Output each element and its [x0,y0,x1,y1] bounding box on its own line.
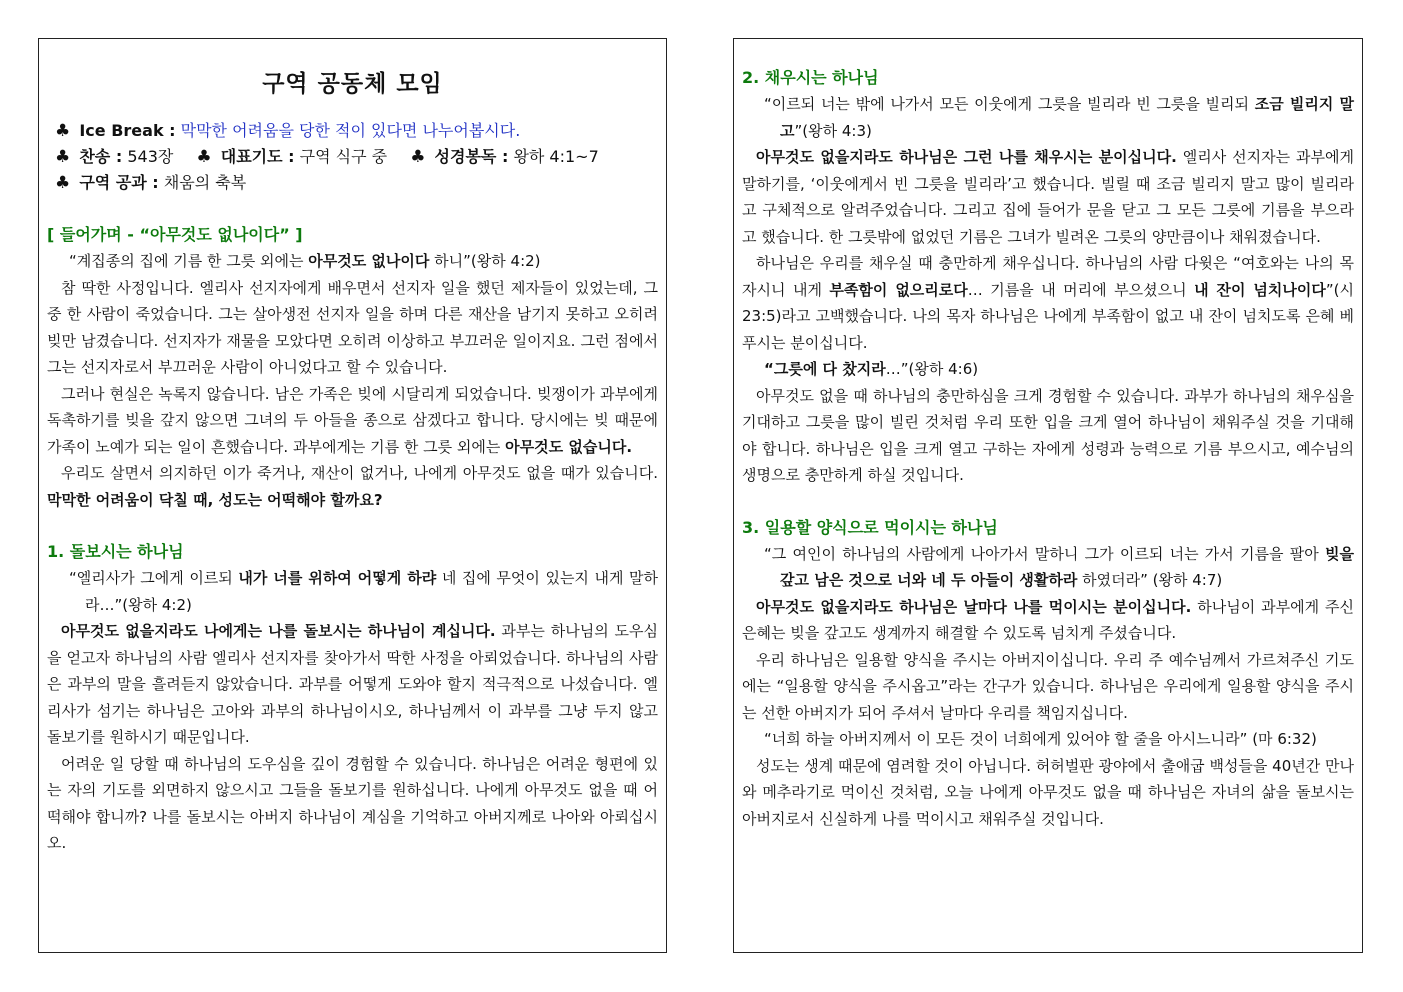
section-3-paragraph-2: 우리 하나님은 일용할 양식을 주시는 아버지이십니다. 우리 주 예수님께서 가르쳐주신 기도에는 “일용할 양식을 주시옵고”라는 간구가 있습니다. 하나님은 우리에게 일용할 양식을 주시는 선한 아버지가 되어 주셔서 날마다 우리를 책임지십니다. [742,650,1354,722]
club-icon: ♣ [410,147,426,167]
section-3-quote-2: “너희 하늘 아버지께서 이 모든 것이 너희에게 있어야 할 줄을 아시느니라” (마 6:32) [764,730,1317,748]
reading-label: 성경봉독 : [434,147,509,166]
section-1-heading: 1. 돌보시는 하나님 [47,542,184,561]
prayer-value: 구역 식구 중 [299,147,388,166]
ice-break-label: Ice Break : [79,121,176,140]
section-1-quote: “엘리사가 그에게 이르되 내가 너를 위하여 어떻게 하랴 네 집에 무엇이 있는지 내게 말하라…”(왕하 4:2) [69,569,658,614]
right-page [733,38,1363,953]
club-icon: ♣ [55,121,71,141]
section-1-paragraph-2: 어려운 일 당할 때 하나님의 도우심을 깊이 경험할 수 있습니다. 하나님은 어려운 형편에 있는 자의 기도를 외면하지 않으시고 그들을 돌보기를 원하십니다. 나에게 아무것도 없을 때 어떡해야 합니까? 나를 돌보시는 아버지 하나님이 계심을 기억하고 아버지께로 나아와 아뢰십시오. [47,754,658,852]
hymn-value: 543장 [127,147,174,166]
section-2-paragraph-1: 아무것도 없을지라도 하나님은 그런 나를 채우시는 분이십니다. 엘리사 선지자는 과부에게 말하기를, ‘이웃에게서 빈 그릇을 빌리라’고 했습니다. 빌릴 때 조금 빌리지 말고 많이 빌리라고 구체적으로 알려주었습니다. 그리고 집에 들어가 문을 닫고 그 모든 그릇에 기름을 부으라고 했습니다. 한 그릇밖에 없었던 기름은 그녀가 빌려온 그릇의 양만큼이나 채워졌습니다. [742,148,1354,246]
lesson-line [47,170,658,196]
section-1-paragraph-1: 아무것도 없을지라도 나에게는 나를 돌보시는 하나님이 계십니다. 과부는 하나님의 도우심을 얻고자 하나님의 사람 엘리사 선지자를 찾아가서 딱한 사정을 아뢰었습니다. 하나님의 사람은 과부의 말을 흘려듣지 않았습니다. 과부를 어떻게 도와야 할지 적극적으로 나섰습니다. 엘리사가 섬기는 하나님은 고아와 과부의 하나님이시오, 하나님께서 이 과부를 그냥 두지 않고 돌보기를 원하시기 때문입니다. [47,622,658,746]
section-3-paragraph-3: 성도는 생계 때문에 염려할 것이 아닙니다. 허허벌판 광야에서 출애굽 백성들을 40년간 만나와 메추라기로 먹이신 것처럼, 오늘 나에게 아무것도 없을 때 하나님은 자녀의 삶을 돌보시는 아버지로서 신실하게 나를 먹이시고 채워주실 것입니다. [742,756,1354,828]
section-2-paragraph-2: 하나님은 우리를 채우실 때 충만하게 채우십니다. 하나님의 사람 다윗은 “여호와는 나의 목자시니 내게 부족함이 없으리로다… 기름을 내 머리에 부으셨으니 내 잔이 넘치나이다”(시 23:5)라고 고백했습니다. 나의 목자 하나님은 나에게 부족함이 없고 내 잔이 넘치도록 은혜 베푸시는 분이십니다. [742,254,1354,352]
ice-break-line [47,118,658,144]
intro-heading: [ 들어가며 - “아무것도 없나이다” ] [47,225,303,244]
reading-value: 왕하 4:1~7 [513,147,599,166]
ice-break-text: 막막한 어려움을 당한 적이 있다면 나누어봅시다. [180,121,521,140]
section-3-heading: 3. 일용할 양식으로 먹이시는 하나님 [742,517,998,537]
section-3-paragraph-1: 아무것도 없을지라도 하나님은 날마다 나를 먹이시는 분이십니다. 하나님이 과부에게 주신 은혜는 빚을 갚고도 생계까지 해결할 수 있도록 넘치게 주셨습니다. [742,597,1354,642]
club-icon: ♣ [55,173,71,193]
section-2-heading: 2. 채우시는 하나님 [742,68,879,87]
lesson-label: 구역 공과 : [79,173,159,192]
hymn-label: 찬송 : [79,147,123,166]
left-page [38,38,667,953]
intro-quote: “계집종의 집에 기름 한 그릇 외에는 아무것도 없나이다 하니”(왕하 4:2) [69,252,541,270]
section-2-quote-2: “그릇에 다 찼지라…”(왕하 4:6) [764,360,979,378]
section-3-quote: “그 여인이 하나님의 사람에게 나아가서 말하니 그가 이르되 너는 가서 기름을 팔아 빚을 갚고 남은 것으로 너와 네 두 아들이 생활하라 하였더라” (왕하 4:7) [764,544,1354,589]
page-title: 구역 공동체 모임 [262,71,443,97]
section-2-paragraph-3: 아무것도 없을 때 하나님의 충만하심을 크게 경험할 수 있습니다. 과부가 하나님의 채우심을 기대하고 그릇을 많이 빌린 것처럼 우리 또한 입을 크게 열어 하나님이 채워주실 것을 기대해야 합니다. 하나님은 입을 크게 열고 구하는 자에게 성령과 능력으로 기름 부으시고, 예수님의 생명으로 충만하게 하실 것입니다. [742,386,1354,484]
lesson-value: 채움의 축복 [163,173,247,192]
prayer-label: 대표기도 : [220,147,295,166]
section-2-quote: “이르되 너는 밖에 나가서 모든 이웃에게 그릇을 빌리라 빈 그릇을 빌리되 조금 빌리지 말고”(왕하 4:3) [764,95,1354,140]
intro-paragraph-3: 우리도 살면서 의지하던 이가 죽거나, 재산이 없거나, 나에게 아무것도 없을 때가 있습니다. 막막한 어려움이 닥칠 때, 성도는 어떡해야 할까요? [47,464,658,509]
intro-paragraph-1: 참 딱한 사정입니다. 엘리사 선지자에게 배우면서 선지자 일을 했던 제자들이 있었는데, 그중 한 사람이 죽었습니다. 그는 살아생전 선지자 일을 하며 다른 재산을 남기지 못하고 오히려 빚만 남겼습니다. 선지자가 재물을 모았다면 오히려 이상하고 부끄러운 일이지요. 그런 점에서 그는 선지자로서 부끄러운 사람이 아니었다고 할 수 있습니다. [47,278,658,376]
club-icon: ♣ [55,147,71,167]
club-icon: ♣ [196,147,212,167]
intro-paragraph-2: 그러나 현실은 녹록지 않습니다. 남은 가족은 빚에 시달리게 되었습니다. 빚쟁이가 과부에게 독촉하기를 빚을 갚지 않으면 그녀의 두 아들을 종으로 삼겠다고 합니다. 당시에는 빚 때문에 가족이 노예가 되는 일이 흔했습니다. 과부에게는 기름 한 그릇 외에는 아무것도 없습니다. [47,384,658,456]
worship-order-line [47,144,658,170]
